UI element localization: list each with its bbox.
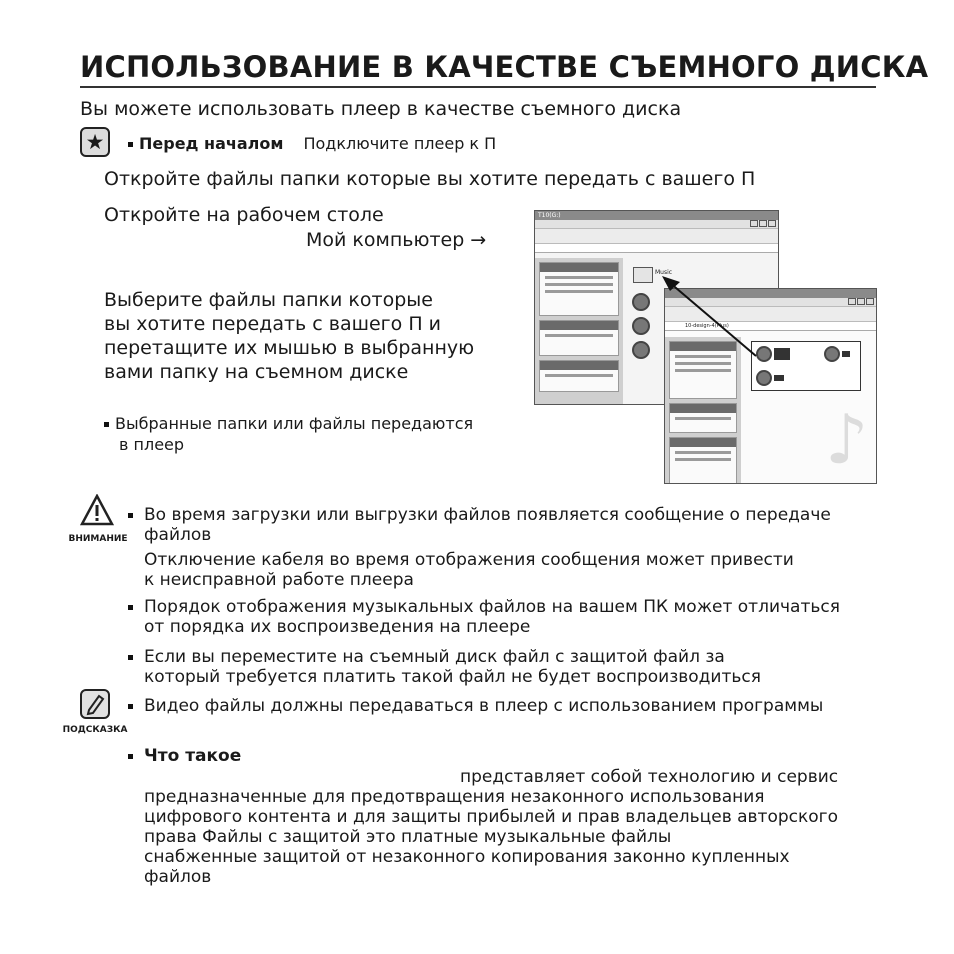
definition-line: цифрового контента и для защиты прибылей и прав владельцев авторского [144,807,839,827]
bullet-icon [128,655,133,660]
bullet-icon [128,513,133,518]
hint-label: ПОДСКАЗКА [62,725,128,735]
warning-line: Во время загрузки или выгрузки файлов появляется сообщение о передаче [144,505,831,525]
bullet-icon [128,704,133,709]
definition-line: представляет собой технологию и сервис [460,767,839,787]
warning-line: Если вы переместите на съемный диск файл с защитой файл за [144,647,725,667]
transfer-note [104,413,473,455]
warning-label: ВНИМАНИЕ [68,534,128,544]
hint-line: Видео файлы должны передаваться в плеер с использованием программы [144,696,824,716]
step-2: Откройте на рабочем столе [104,204,384,226]
warning-line: от порядка их воспроизведения на плеере [144,617,531,637]
hint-icon [80,689,110,719]
warning-line: который требуется платить такой файл не будет воспроизводиться [144,667,761,687]
warning-line: Порядок отображения музыкальных файлов на вашем ПК может отличаться [144,597,840,617]
window-title: T10(G:) [538,212,561,219]
bullet-icon [128,142,133,147]
step-3-line: Выберите файлы папки которые [104,289,433,311]
warning-item-1 [128,505,831,590]
warning-icon [80,494,114,526]
warning-line: файлов [144,525,212,545]
hint-item-1 [128,696,823,716]
music-note-watermark-icon: ♪ [825,401,869,480]
bullet-icon [128,605,133,610]
definition-line: снабженные защитой от незаконного копирования законно купленных [144,847,790,867]
transfer-note-line1: Выбранные папки или файлы передаются [104,413,473,434]
drag-arrow-icon [534,210,879,485]
step-3-line: перетащите их мышью в выбранную [104,337,475,359]
warning-item-3 [128,647,761,687]
warning-item-2 [128,597,840,637]
warning-line: к неисправной работе плеера [144,570,414,590]
bullet-icon [104,422,109,427]
step-1: Откройте файлы папки которые вы хотите передать с вашего П [104,168,756,190]
title-underline [80,86,876,88]
definition-line: предназначенные для предотвращения незаконного использования [144,787,765,807]
page-title: ИСПОЛЬЗОВАНИЕ В КАЧЕСТВЕ СЪЕМНОГО ДИСКА [80,50,929,84]
transfer-note-line2: в плеер [119,435,185,454]
address-text: 10-design-4(Plus) [685,323,729,329]
tip-before-label: Перед началом [139,134,284,153]
warning-line: Отключение кабеля во время отображения сообщения может привести [144,550,794,570]
hint-what-is [128,746,241,766]
explorer-screenshot [534,210,879,485]
intro-text: Вы можете использовать плеер в качестве съемного диска [80,98,682,120]
step-2-my-computer: Мой компьютер → [306,229,487,251]
step-3-line: вы хотите передать с вашего П и [104,313,441,335]
step-3-line: вами папку на съемном диске [104,361,409,383]
what-is-label: Что такое [144,746,242,766]
step-3 [104,288,474,384]
definition-line: права Файлы с защитой это платные музыкальные файлы [144,827,672,847]
folder-label: Music [655,269,673,276]
star-tip-icon: ★ [80,127,110,157]
bullet-icon [128,754,133,759]
what-is-definition [144,767,838,887]
tip-before [128,134,496,154]
tip-before-text: Подключите плеер к П [303,134,497,153]
definition-line: файлов [144,867,212,887]
